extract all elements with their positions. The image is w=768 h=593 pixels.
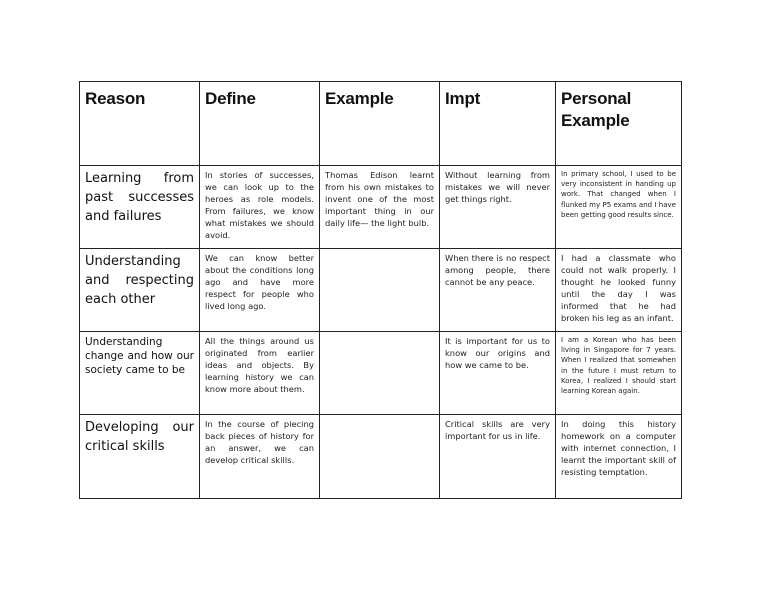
personal-cell xyxy=(556,332,682,415)
personal-text: I had a classmate who could not walk properly. I thought he looked funny until the day I was informed that he had broken his leg as an infant. xyxy=(561,253,676,323)
define-cell xyxy=(200,332,320,415)
impt-cell xyxy=(440,166,556,249)
personal-text: I am a Korean who has been living in Singapore for 7 years. When I realized that somewhen in the future I must return to Korea, I realized I should start learning Korean again. xyxy=(561,336,676,396)
table-row xyxy=(80,415,682,499)
impt-text: Without learning from mistakes we will never get things right. xyxy=(445,170,550,204)
personal-cell xyxy=(556,249,682,332)
reason-text: Understanding and respecting each other xyxy=(85,254,194,307)
define-text: In the course of piecing back pieces of history for an answer, we can develop critical skills. xyxy=(205,419,314,465)
define-text: In stories of successes, we can look up to the heroes as role models. From failures, we know what mistakes we should avoid. xyxy=(205,170,314,240)
header-example: Example xyxy=(320,82,440,166)
table-header-row xyxy=(80,82,682,166)
impt-text: It is important for us to know our origins and how we came to be. xyxy=(445,336,550,370)
reason-cell xyxy=(80,415,200,499)
personal-text: In primary school, I used to be very inconsistent in handing up work. That changed when I flunked my P5 exams and I have been getting good results since. xyxy=(561,170,676,219)
table-row xyxy=(80,249,682,332)
impt-text: Critical skills are very important for us in life. xyxy=(445,419,550,441)
impt-cell xyxy=(440,332,556,415)
personal-text: In doing this history homework on a computer with internet connection, I learnt the important skill of resisting temptation. xyxy=(561,419,676,477)
impt-text: When there is no respect among people, there cannot be any peace. xyxy=(445,253,550,287)
define-text: We can know better about the conditions long ago and have more respect for people who lived long ago. xyxy=(205,253,314,311)
personal-cell xyxy=(556,415,682,499)
reason-cell xyxy=(80,249,200,332)
example-cell xyxy=(320,249,440,332)
example-text: Thomas Edison learnt from his own mistakes to invent one of the most important thing in our daily life— the light bulb. xyxy=(325,170,434,228)
example-cell xyxy=(320,332,440,415)
personal-cell xyxy=(556,166,682,249)
reason-text: Understanding change and how our society came to be xyxy=(85,336,194,376)
reason-cell xyxy=(80,332,200,415)
define-text: All the things around us originated from earlier ideas and objects. By learning history we can know more about them. xyxy=(205,336,314,394)
define-cell xyxy=(200,166,320,249)
reason-text: Learning from past successes and failures xyxy=(85,171,194,224)
define-cell xyxy=(200,415,320,499)
reason-text: Developing our critical skills xyxy=(85,420,194,454)
impt-cell xyxy=(440,249,556,332)
header-impt: Impt xyxy=(440,82,556,166)
reason-cell xyxy=(80,166,200,249)
example-cell xyxy=(320,166,440,249)
table-row xyxy=(80,332,682,415)
reasons-table xyxy=(79,81,682,499)
table-row xyxy=(80,166,682,249)
example-cell xyxy=(320,415,440,499)
define-cell xyxy=(200,249,320,332)
header-reason: Reason xyxy=(80,82,200,166)
header-define: Define xyxy=(200,82,320,166)
header-personal-example: Personal Example xyxy=(556,82,682,166)
impt-cell xyxy=(440,415,556,499)
